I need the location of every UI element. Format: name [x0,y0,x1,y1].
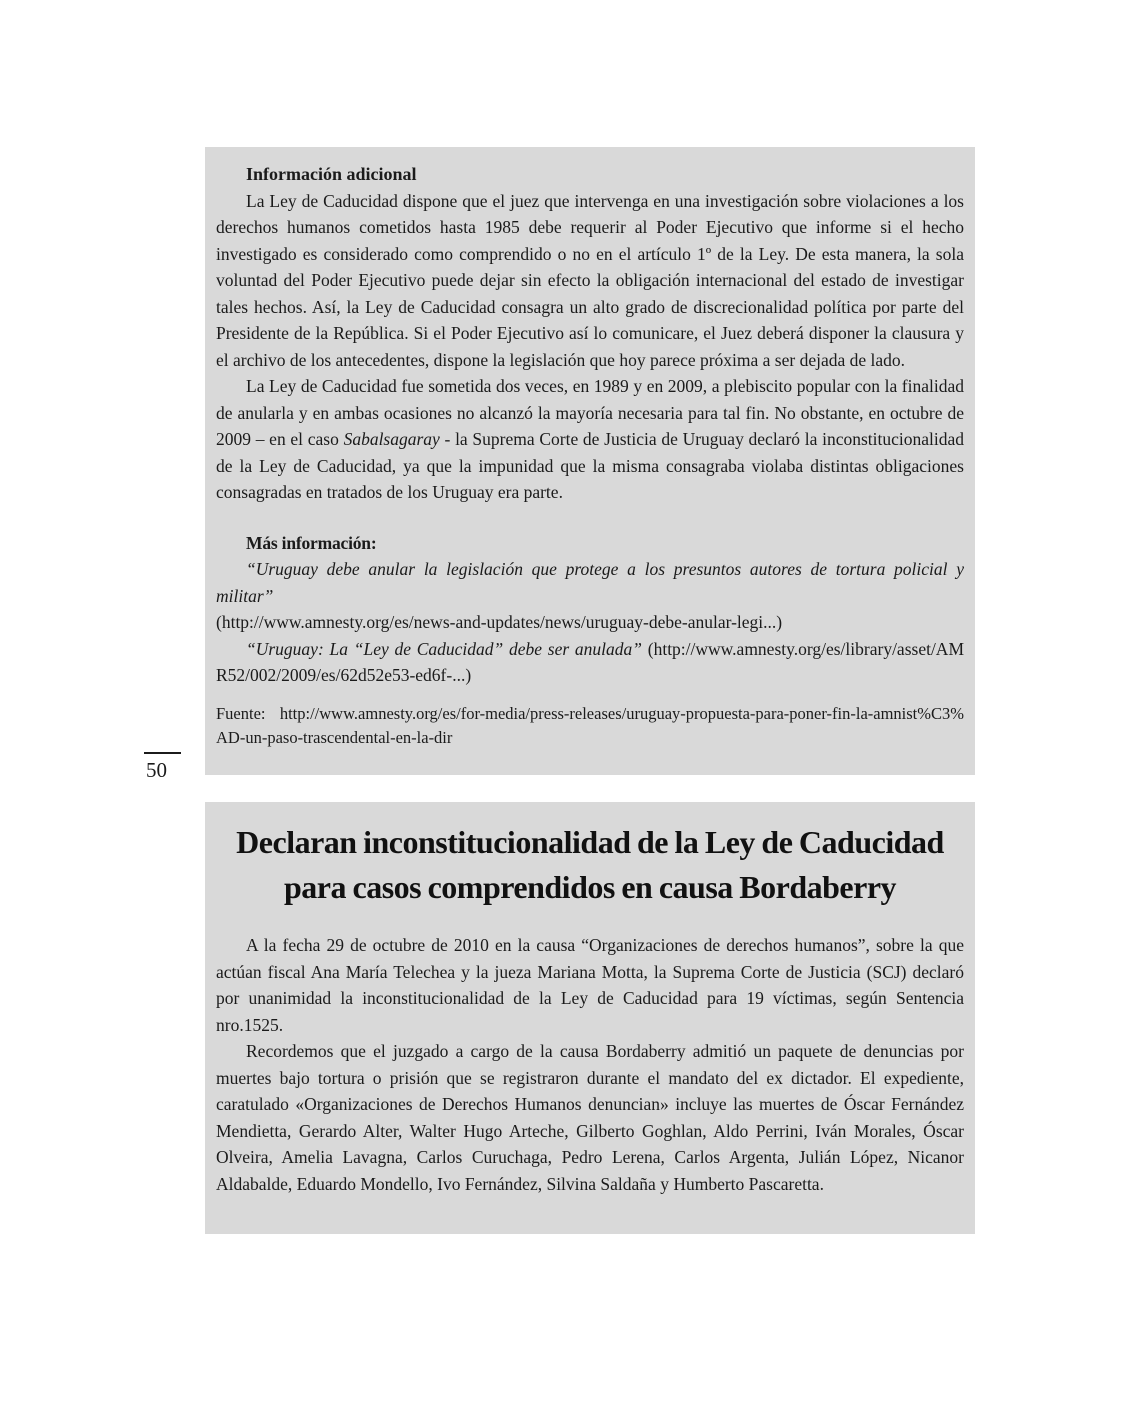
article-paragraph-2: Recordemos que el juzgado a cargo de la causa Bordaberry admitió un paquete de denuncias por muertes bajo tortura o prisión que se registraron durante el mandato del ex dictador. El expediente, caratulado «Organizaciones de Derechos Humanos denuncian» incluye las muertes de Óscar Fernández Mendietta, Gerardo Alter, Walter Hugo Arteche, Gilberto Goghlan, Aldo Perrini, Iván Morales, Óscar Olveira, Amelia Lavagna, Carlos Curuchaga, Pedro Lerena, Carlos Argenta, Julián López, Nicanor Aldabalde, Eduardo Mondello, Ivo Fernández, Silvina Saldaña y Humberto Pascaretta. [216,1041,964,1194]
article-title-line-1: Declaran inconstitucionalidad de la Ley de Caducidad [236,824,944,860]
info-paragraph-2-rest: - la Suprema Corte de Justicia de Uruguay declaró la inconstitucionalidad de la Ley de Caducidad, ya que la impunidad que la misma consagraba violaba distintas obligaciones consagradas en tratados de los Uruguay era parte. [216,429,964,502]
more-info-item-2 [216,636,964,689]
case-name-italic: Sabalsagaray [343,429,440,449]
info-paragraph-2 [216,373,964,506]
more-info-item-1-url: (http://www.amnesty.org/es/news-and-updates/news/uruguay-debe-anular-legi...) [216,612,783,632]
article-box [205,802,975,1234]
article-title-line-2: para casos comprendidos en causa Bordaberry [283,869,897,905]
article-paragraph-1: A la fecha 29 de octubre de 2010 en la causa “Organizaciones de derechos humanos”, sobre la que actúan fiscal Ana María Telechea y la jueza Mariana Motta, la Suprema Corte de Justicia (SCJ) declaró por unanimidad la inconstitucionalidad de la Ley de Caducidad para 19 víctimas, según Sentencia nro.1525. [216,935,964,1035]
source-label: Fuente: [216,703,266,723]
more-info-item-1-quote: “Uruguay debe anular la legislación que protege a los presuntos autores de tortura policial y militar” [216,559,964,606]
info-paragraph-1: La Ley de Caducidad dispone que el juez que intervenga en una investigación sobre violaciones a los derechos humanos cometidos hasta 1985 debe requerir al Poder Ejecutivo que informe si el hecho investigado es considerado como comprendido o no en el artículo 1º de la Ley. De esta manera, la sola voluntad del Poder Ejecutivo puede dejar sin efecto la obligación internacional del estado de investigar tales hechos. Así, la Ley de Caducidad consagra un alto grado de discrecionalidad política por parte del Presidente de la República. Si el Poder Ejecutivo así lo comunicare, el Juez deberá disponer la clausura y el archivo de los antecedentes, dispone la legislación que hoy parece próxima a ser dejada de lado. [216,190,964,370]
info-box [205,147,975,775]
more-info-item-2-url: (http://www.amnesty.org/es/library/asset/AMR52/002/2009/es/62d52e53-ed6f-...) [216,638,965,685]
page-number-block [144,752,184,783]
more-info-item-1-title [216,556,964,609]
more-info-heading: Más información: [246,532,377,553]
source-url: http://www.amnesty.org/es/for-media/press-releases/uruguay-propuesta-para-poner-fin-la-amnist%C3%AD-un-paso-trascendental-en-la-dir [216,703,964,747]
more-info-item-2-quote: “Uruguay: La “Ley de Caducidad” debe ser anulada” [246,638,643,659]
info-box-heading: Información adicional [246,164,417,184]
article-title [216,820,964,910]
info-paragraph-2-text: La Ley de Caducidad fue sometida dos veces, en 1989 y en 2009, a plebiscito popular con la finalidad de anularla y en ambas ocasiones no alcanzó la mayoría necesaria para tal fin. No obstante, en octubre de 2009 – en el caso [216,376,964,449]
source-line [216,702,964,751]
page-number: 50 [146,758,167,782]
